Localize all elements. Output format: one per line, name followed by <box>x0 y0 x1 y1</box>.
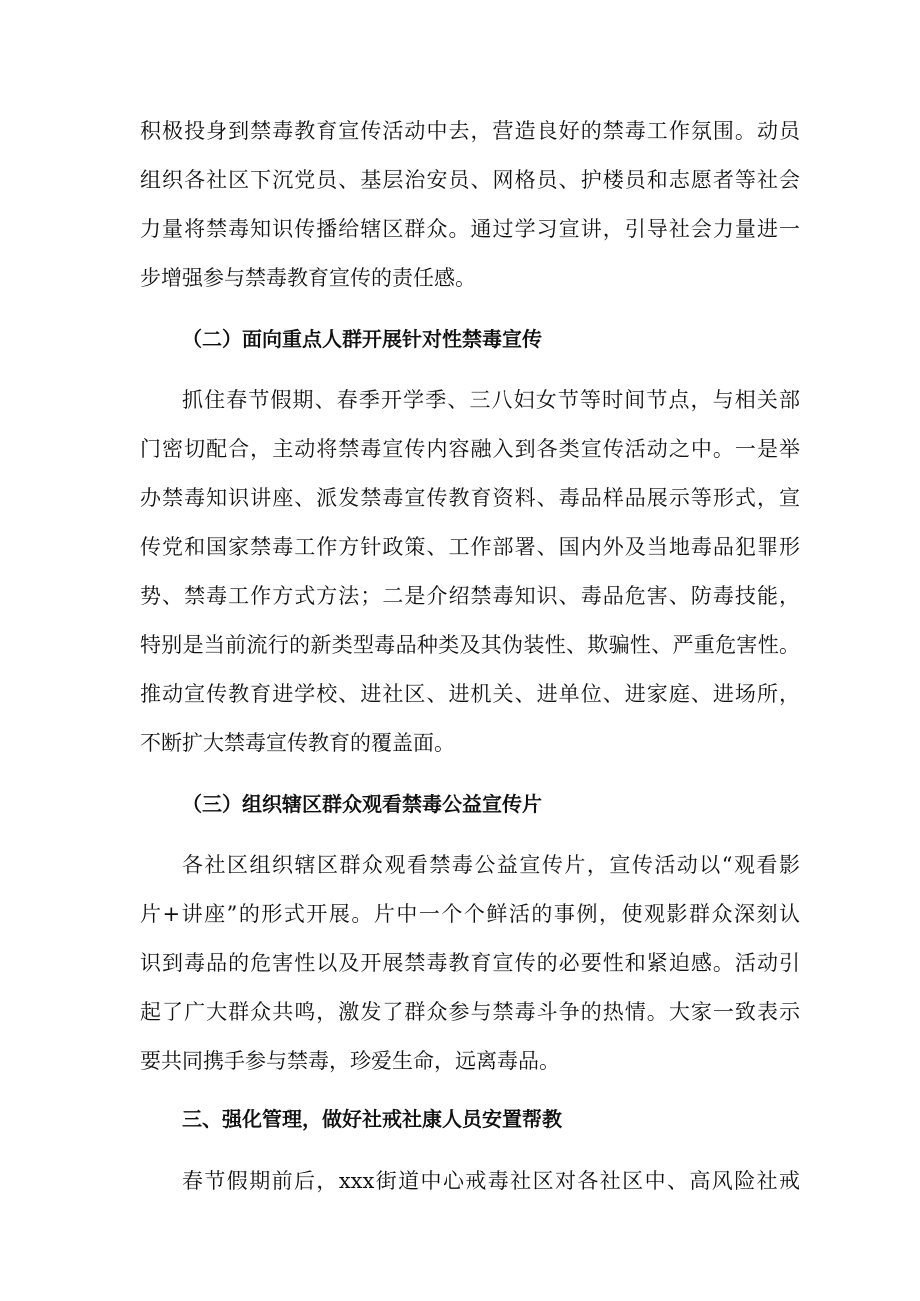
paragraph-line: 力量将禁毒知识传播给辖区群众。通过学习宣讲，引导社会力量进一 <box>140 217 800 241</box>
paragraph-line: 春节假期前后，xxx街道中心戒毒社区对各社区中、高风险社戒 <box>182 1169 800 1193</box>
paragraph-line: 办禁毒知识讲座、派发禁毒宣传教育资料、毒品样品展示等形式，宣 <box>140 486 800 510</box>
paragraph-line: 不断扩大禁毒宣传教育的覆盖面。 <box>140 731 455 755</box>
paragraph-line: 抓住春节假期、春季开学季、三八妇女节等时间节点，与相关部 <box>182 388 800 412</box>
section-heading: （二）面向重点人群开展针对性禁毒宣传 <box>182 327 542 351</box>
section-heading: （三）组织辖区群众观看禁毒公益宣传片 <box>182 792 542 816</box>
part-heading: 三、强化管理，做好社戒社康人员安置帮教 <box>182 1107 562 1131</box>
paragraph-line: 步增强参与禁毒教育宣传的责任感。 <box>140 266 476 290</box>
paragraph-line: 传党和国家禁毒工作方针政策、工作部署、国内外及当地毒品犯罪形 <box>140 535 800 559</box>
paragraph-line: 组织各社区下沉党员、基层治安员、网格员、护楼员和志愿者等社会 <box>140 168 800 192</box>
paragraph-line: 识到毒品的危害性以及开展禁毒教育宣传的必要性和紧迫感。活动引 <box>140 951 800 975</box>
paragraph-line: 特别是当前流行的新类型毒品种类及其伪装性、欺骗性、严重危害性。 <box>140 633 800 657</box>
paragraph-line: 推动宣传教育进学校、进社区、进机关、进单位、进家庭、进场所， <box>140 682 800 706</box>
paragraph-line: 起了广大群众共鸣，激发了群众参与禁毒斗争的热情。大家一致表示 <box>140 1000 800 1024</box>
paragraph-line: 要共同携手参与禁毒，珍爱生命，远离毒品。 <box>140 1049 560 1073</box>
paragraph-line: 势、禁毒工作方式方法；二是介绍禁毒知识、毒品危害、防毒技能， <box>140 584 800 608</box>
paragraph-line: 片+讲座”的形式开展。片中一个个鲜活的事例，使观影群众深刻认 <box>140 902 800 926</box>
paragraph-line: 门密切配合，主动将禁毒宣传内容融入到各类宣传活动之中。一是举 <box>140 437 800 461</box>
paragraph-line: 各社区组织辖区群众观看禁毒公益宣传片，宣传活动以“观看影 <box>182 853 800 877</box>
paragraph-line: 积极投身到禁毒教育宣传活动中去，营造良好的禁毒工作氛围。动员 <box>140 119 800 143</box>
